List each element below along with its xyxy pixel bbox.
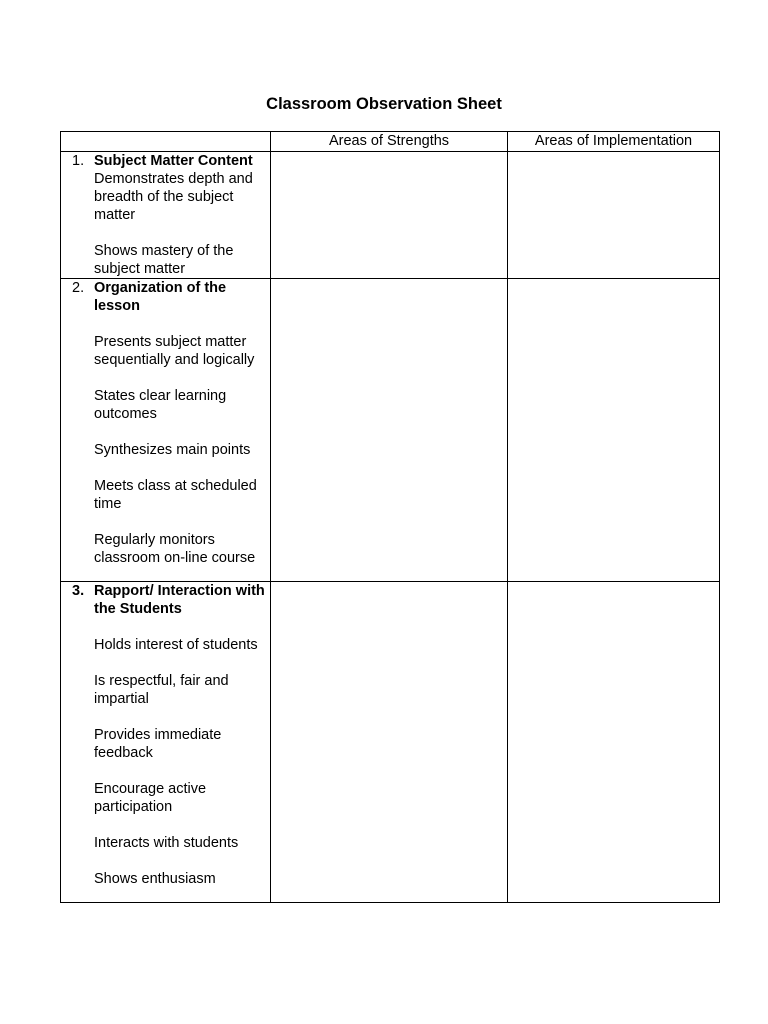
page-title: Classroom Observation Sheet bbox=[266, 95, 502, 113]
criteria-item: Synthesizes main points bbox=[94, 442, 251, 458]
header-areas-of-strengths: Areas of Strengths bbox=[271, 132, 508, 152]
table-header-row bbox=[61, 132, 720, 152]
strengths-cell[interactable] bbox=[271, 582, 508, 903]
table-row bbox=[61, 582, 720, 903]
criteria-item: Provides immediate feedback bbox=[94, 727, 222, 761]
strengths-cell[interactable] bbox=[271, 279, 508, 582]
section-number: 2. bbox=[72, 280, 85, 296]
header-areas-of-implementation: Areas of Implementation bbox=[508, 132, 720, 152]
criteria-item: Shows enthusiasm bbox=[94, 871, 216, 887]
observation-table bbox=[60, 131, 720, 903]
section-title: Subject Matter Content bbox=[94, 153, 253, 169]
table-row bbox=[61, 279, 720, 582]
header-criteria bbox=[61, 132, 271, 152]
section-number: 1. bbox=[72, 153, 85, 169]
section-title: Organization of the lesson bbox=[94, 280, 227, 314]
strengths-cell[interactable] bbox=[271, 152, 508, 279]
criteria-item: Demonstrates depth and breadth of the subject matter bbox=[94, 171, 253, 223]
table-row bbox=[61, 152, 720, 279]
criteria-cell bbox=[61, 279, 271, 582]
criteria-cell bbox=[61, 152, 271, 279]
implementation-cell[interactable] bbox=[508, 279, 720, 582]
criteria-item: Meets class at scheduled time bbox=[94, 478, 257, 512]
criteria-cell bbox=[61, 582, 271, 903]
criteria-item: Encourage active participation bbox=[94, 781, 207, 815]
criteria-item: Holds interest of students bbox=[94, 637, 258, 653]
criteria-item: Interacts with students bbox=[94, 835, 239, 851]
criteria-item: States clear learning outcomes bbox=[94, 388, 227, 422]
criteria-item: Presents subject matter sequentially and logically bbox=[94, 334, 255, 368]
criteria-item: Regularly monitors classroom on-line course bbox=[94, 532, 256, 566]
criteria-item: Shows mastery of the subject matter bbox=[94, 243, 234, 277]
section-number: 3. bbox=[72, 583, 85, 599]
implementation-cell[interactable] bbox=[508, 582, 720, 903]
section-title: Rapport/ Interaction with the Students bbox=[94, 583, 265, 617]
implementation-cell[interactable] bbox=[508, 152, 720, 279]
criteria-item: Is respectful, fair and impartial bbox=[94, 673, 229, 707]
